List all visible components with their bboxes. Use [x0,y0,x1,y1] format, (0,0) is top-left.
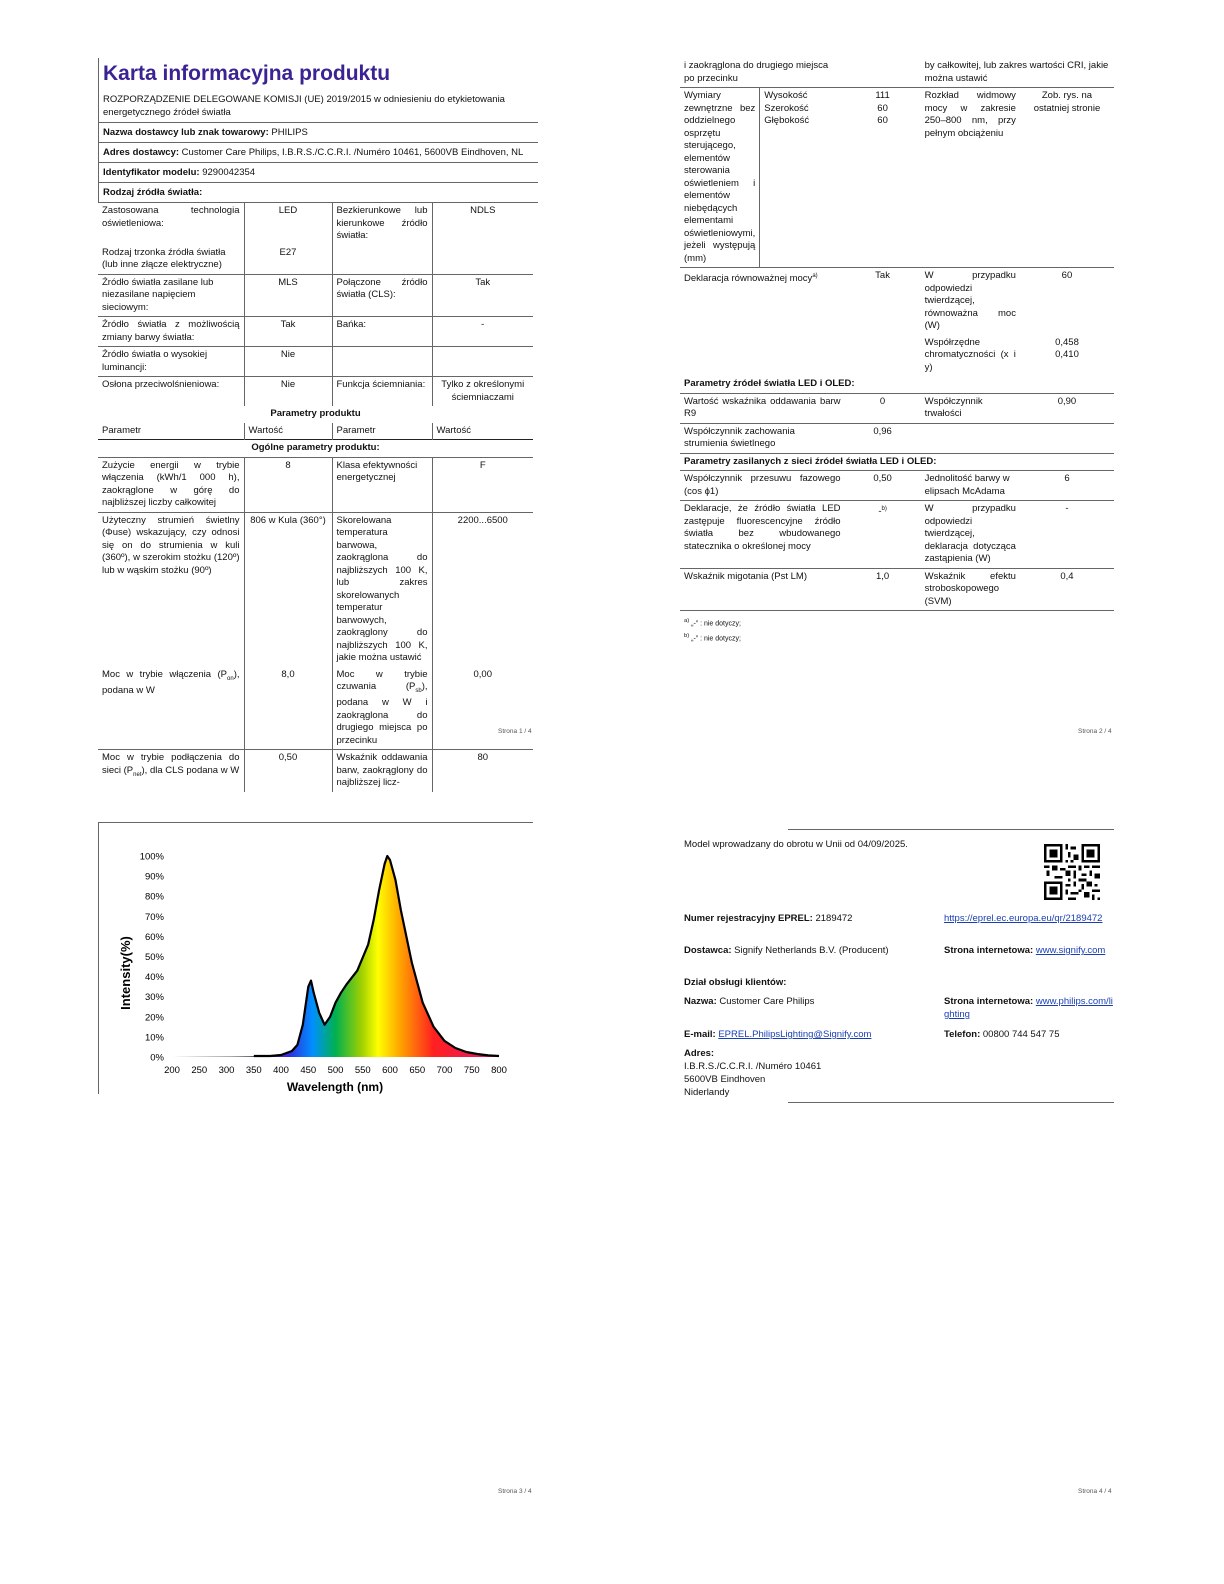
col-param: Parametr [102,424,142,436]
x-tick-label: 250 [191,1065,208,1076]
address-line: Niderlandy [684,1087,730,1098]
x-tick-label: 750 [463,1065,480,1076]
cell-label: i zaokrąglona do drugiego miejsca po przecinku [680,58,845,88]
supplier-label: Nazwa dostawcy lub znak towarowy: [103,127,269,138]
footnote-a: $^{a)}$ „-” : nie dotyczy; [684,618,741,628]
cell-label: Klasa efektywności energetycznej [332,457,432,512]
cell-label: Wartość wskaźnika oddawania barw R9 [680,393,845,423]
mains-header: Parametry zasilanych z sieci źródeł światła LED i OLED: [680,453,1114,471]
cell-label: Współczynnik zachowania strumienia świetlnego [680,423,845,453]
cell-label: Rozkład widmowy mocy w zakresie 250–800 nm, przy pełnym obciążeniu [921,88,1020,268]
led-header: Parametry źródeł światła LED i OLED: [680,376,1114,393]
phone-label: Telefon: [944,1029,981,1040]
address-line: I.B.R.S./C.C.R.I. /Numéro 10461 [684,1061,822,1072]
cell-value: 8,0 [244,667,332,750]
y-tick-label: 100% [139,851,164,863]
col-value: Wartość [244,423,332,440]
table-row [680,501,1114,569]
cell-label: Wskaźnik efektu stroboskopowego (SVM) [921,568,1020,611]
cell-value: - [1020,501,1114,569]
cell-value: 0,90 [1020,393,1114,423]
cell-label: Moc w trybie włączenia $(P_{on})$, podana w W [98,667,244,750]
y-tick-label: 20% [144,1012,164,1024]
cell-label: Współczynnik przesuwu fazowego (cos ϕ1) [680,471,845,501]
page-number: Strona 2 / 4 [1078,728,1112,735]
cell-value: 6 [1020,471,1114,501]
cell-value: 0,458 0,410 [1055,336,1079,360]
page-number: Strona 4 / 4 [1078,1488,1112,1495]
col-param: Parametr [332,423,432,440]
x-tick-label: 300 [218,1065,235,1076]
qr-code-icon [1044,844,1100,900]
cell-label: Użyteczny strumień świetlny (Φuse) wskazujący, czy odnosi się on do strumienia w kuli (360º), w szerokim stożku (120º) lub w wąskim stożku (90º) [102,514,240,576]
x-tick-label: 400 [273,1065,289,1076]
x-tick-label: 550 [354,1065,371,1076]
table-row [680,58,1114,88]
email-row [684,1028,871,1041]
name-row [684,995,814,1008]
x-tick-label: 500 [327,1065,344,1076]
light-source-type-label: Rodzaj źródła światła: [98,183,538,203]
table-row [680,335,1114,377]
cell-value: MLS [244,274,332,317]
product-table [98,203,533,792]
table-row [680,393,1114,423]
name-value: Customer Care Philips [719,996,815,1007]
cell-value: NDLS [432,203,533,245]
cell-label: Współrzędne chromatyczności (x i y) [924,336,1016,373]
y-tick-label: 10% [144,1032,164,1044]
website2-link[interactable]: www.philips.com/lighting [944,996,1113,1020]
cell-value: 0 [845,393,921,423]
section-header [98,406,533,423]
cell-label: W przypadku odpowiedzi twierdzącej, równoważna moc (W) [924,270,1016,331]
page-4 [680,818,1120,1518]
section-header [98,440,533,458]
phone-row [944,1028,1060,1041]
cell-value: 8 [244,457,332,512]
cell-label: Wskaźnik migotania (Pst LM) [680,568,845,611]
general-header: Ogólne parametry produktu: [98,440,533,458]
table-row [98,274,533,317]
page-2 [680,58,1120,735]
cell-value: - [432,317,533,347]
dims-values: 111 60 60 [845,88,921,268]
table-row [98,512,533,667]
product-table-continued [680,58,1114,611]
supplier-row [98,123,538,143]
website-link[interactable]: www.signify.com [1035,945,1106,956]
cell-label: Bezkierunkowe lub kierunkowe źródło światła: [332,203,432,245]
dims-label: Wymiary zewnętrzne bez oddzielnego osprzętu sterującego, elementów sterowania oświetleniem i elementów niebędących elementami oświetleniowymi, jeżeli występują (mm) [680,88,760,268]
address-value: Customer Care Philips, I.B.R.S./C.C.R.I. /Numéro 10461, 5600VB Eindhoven, NL [181,147,524,158]
cell-value: -$^{b)}$ [845,501,921,569]
column-header-row [98,423,533,440]
cell-value: E27 [244,245,332,275]
y-tick-label: 40% [144,972,164,984]
x-tick-label: 200 [164,1065,180,1076]
cell-label: Rodzaj trzonka źródła światła (lub inne złącze elektryczne) [98,245,244,275]
section-header [680,376,1114,393]
table-row [98,347,533,377]
section-header [680,453,1114,471]
table-row [98,750,533,792]
x-tick-label: 800 [491,1065,507,1076]
cell-value: Nie [244,347,332,377]
cell-label: Moc w trybie podłączenia do sieci $(P_{net})$, dla CLS podana w W [102,752,240,778]
cell-label: Deklaracja równoważnej mocy$^{a)}$ [684,273,818,285]
cell-label: by całkowitej, lub zakres wartości CRI, jakie można ustawić [921,58,1114,88]
phone-value: 00800 744 547 75 [982,1029,1060,1040]
email-label: E-mail: [684,1029,716,1040]
x-tick-label: 650 [409,1065,426,1076]
cell-value: 2200...6500 [432,512,533,667]
model-row [98,163,538,183]
address-line: 5600VB Eindhoven [684,1074,766,1085]
y-tick-label: 30% [144,992,164,1004]
cell-value: Tak [432,274,533,317]
email-link[interactable]: EPREL.PhilipsLighting@Signify.com [718,1029,872,1040]
x-tick-label: 350 [245,1065,262,1076]
cell-value: 0,00 [432,667,533,750]
eprel-label: Numer rejestracyjny EPREL: [684,913,813,924]
cell-value: Tylko z określonymi ściemniaczami [432,377,533,407]
cell-value: Nie [244,377,332,407]
table-row [98,317,533,347]
cell-label: Zużycie energii w trybie włączenia (kWh/1 000 h), zaokrąglone w górę do najbliższej liczby całkowitej [98,457,244,512]
cell-label: Wskaźnik oddawania barw, zaokrąglony do najbliższej licz- [332,750,432,792]
params-header: Parametry produktu [270,408,361,419]
supplier-label: Dostawca: [684,945,732,956]
dims-names: Wysokość Szerokość Głębokość [760,88,845,268]
customer-service-label: Dział obsługi klientów: [684,977,787,988]
supplier-value: Signify Netherlands B.V. (Producent) [734,945,889,956]
cell-value: 806 w Kula (360°) [244,512,332,667]
cell-label: Osłona przeciwolśnieniowa: [102,379,220,390]
page-1 [98,58,538,792]
cell-label: Źródło światła zasilane lub niezasilane napięciem sieciowym: [98,274,244,317]
cell-label: Skorelowana temperatura barwowa, zaokrąglona do najbliższych 100 K, lub zakres skorelowanych temperatur barwowych, zaokrąglony do najbliższych 100 K, jakie można ustawić [332,512,432,667]
cell-label: Funkcja ściemniania: [332,377,432,407]
col-value: Wartość [432,423,533,440]
regulation-text: ROZPORZĄDZENIE DELEGOWANE KOMISJI (UE) 2019/2015 w odniesieniu do etykietowania energetycznego źródeł światła [98,90,538,123]
cell-label: Źródło światła o wysokiej luminancji: [98,347,244,377]
cell-value: 0,96 [845,423,921,453]
eprel-value: 2189472 [815,913,853,924]
website-label: Strona internetowa: [944,945,1034,956]
website2-row [944,995,1114,1021]
cell-value: 1,0 [845,568,921,611]
x-tick-label: 450 [300,1065,317,1076]
y-tick-label: 70% [144,911,164,923]
page-number: Strona 1 / 4 [498,728,532,735]
y-tick-label: 0% [150,1052,164,1064]
table-row [680,568,1114,611]
address-row [98,143,538,163]
supplier-row [684,944,889,957]
spectral-chart [98,818,538,1108]
eprel-row [684,912,852,925]
table-row [98,457,533,512]
y-axis-label: Intensity(%) [118,936,133,1010]
table-row [680,268,1114,335]
address-label: Adres: [684,1048,715,1059]
cell-value: Tak [244,317,332,347]
table-row [680,88,1114,268]
cell-value: 60 [1061,270,1073,281]
model-intro: Model wprowadzany do obrotu w Unii od 04/09/2025. [684,839,908,850]
cell-value: 80 [432,750,533,792]
eprel-link[interactable]: https://eprel.ec.europa.eu/qr/2189472 [944,913,1103,924]
x-tick-label: 600 [382,1065,398,1076]
cell-label: Zastosowana technologia oświetleniowa: [102,205,240,229]
model-value: 9290042354 [202,167,256,178]
address-block [684,1047,821,1099]
address-label: Adres dostawcy: [103,147,180,158]
cell-label: Deklaracje, że źródło światła LED zastępuje fluorescencyjne źródło światła bez wbudowanego statecznika o określonej mocy [680,501,845,569]
y-tick-label: 50% [144,952,164,963]
cell-label: Źródło światła z możliwością zmiany barwy światła: [98,317,244,347]
table-row [680,423,1114,453]
cell-label: Moc w trybie czuwania $(P_{sb})$, podana w W i zaokrąglona do drugiego miejsca po przecinku [332,667,432,750]
cell-label: Jednolitość barwy w elipsach McAdama [921,471,1020,501]
cell-value: LED [244,203,332,245]
table-row [98,667,533,750]
cell-value: 0,50 [244,750,332,792]
y-tick-label: 60% [144,931,164,943]
table-row [98,377,533,407]
page-title: Karta informacyjna produktu [98,58,538,90]
cell-value: Tak [875,270,890,281]
page-number: Strona 3 / 4 [498,1488,532,1495]
x-tick-label: 700 [436,1065,453,1076]
cell-value: 0,4 [1020,568,1114,611]
cell-label: W przypadku odpowiedzi twierdzącej, deklaracja dotycząca zastąpienia (W) [921,501,1020,569]
supplier-value: PHILIPS [271,127,308,138]
table-row [680,471,1114,501]
cell-value: 0,50 [845,471,921,501]
table-row [98,245,533,275]
table-row [98,203,533,245]
cell-label: Współczynnik trwałości [921,393,1020,423]
y-tick-label: 90% [144,871,164,883]
name-label: Nazwa: [684,996,717,1007]
y-tick-label: 80% [144,891,164,903]
cell-value: Zob. rys. na ostatniej stronie [1020,88,1114,268]
website2-label: Strona internetowa: [944,996,1034,1007]
model-label: Identyfikator modelu: [103,167,200,178]
cell-label: Bańka: [332,317,432,347]
website-row [944,944,1114,957]
footnote-b: $^{b)}$ „-” : nie dotyczy; [684,633,741,643]
cell-label: Połączone źródło światła (CLS): [332,274,432,317]
x-axis-label: Wavelength (nm) [286,1080,384,1094]
cell-value: F [432,457,533,512]
